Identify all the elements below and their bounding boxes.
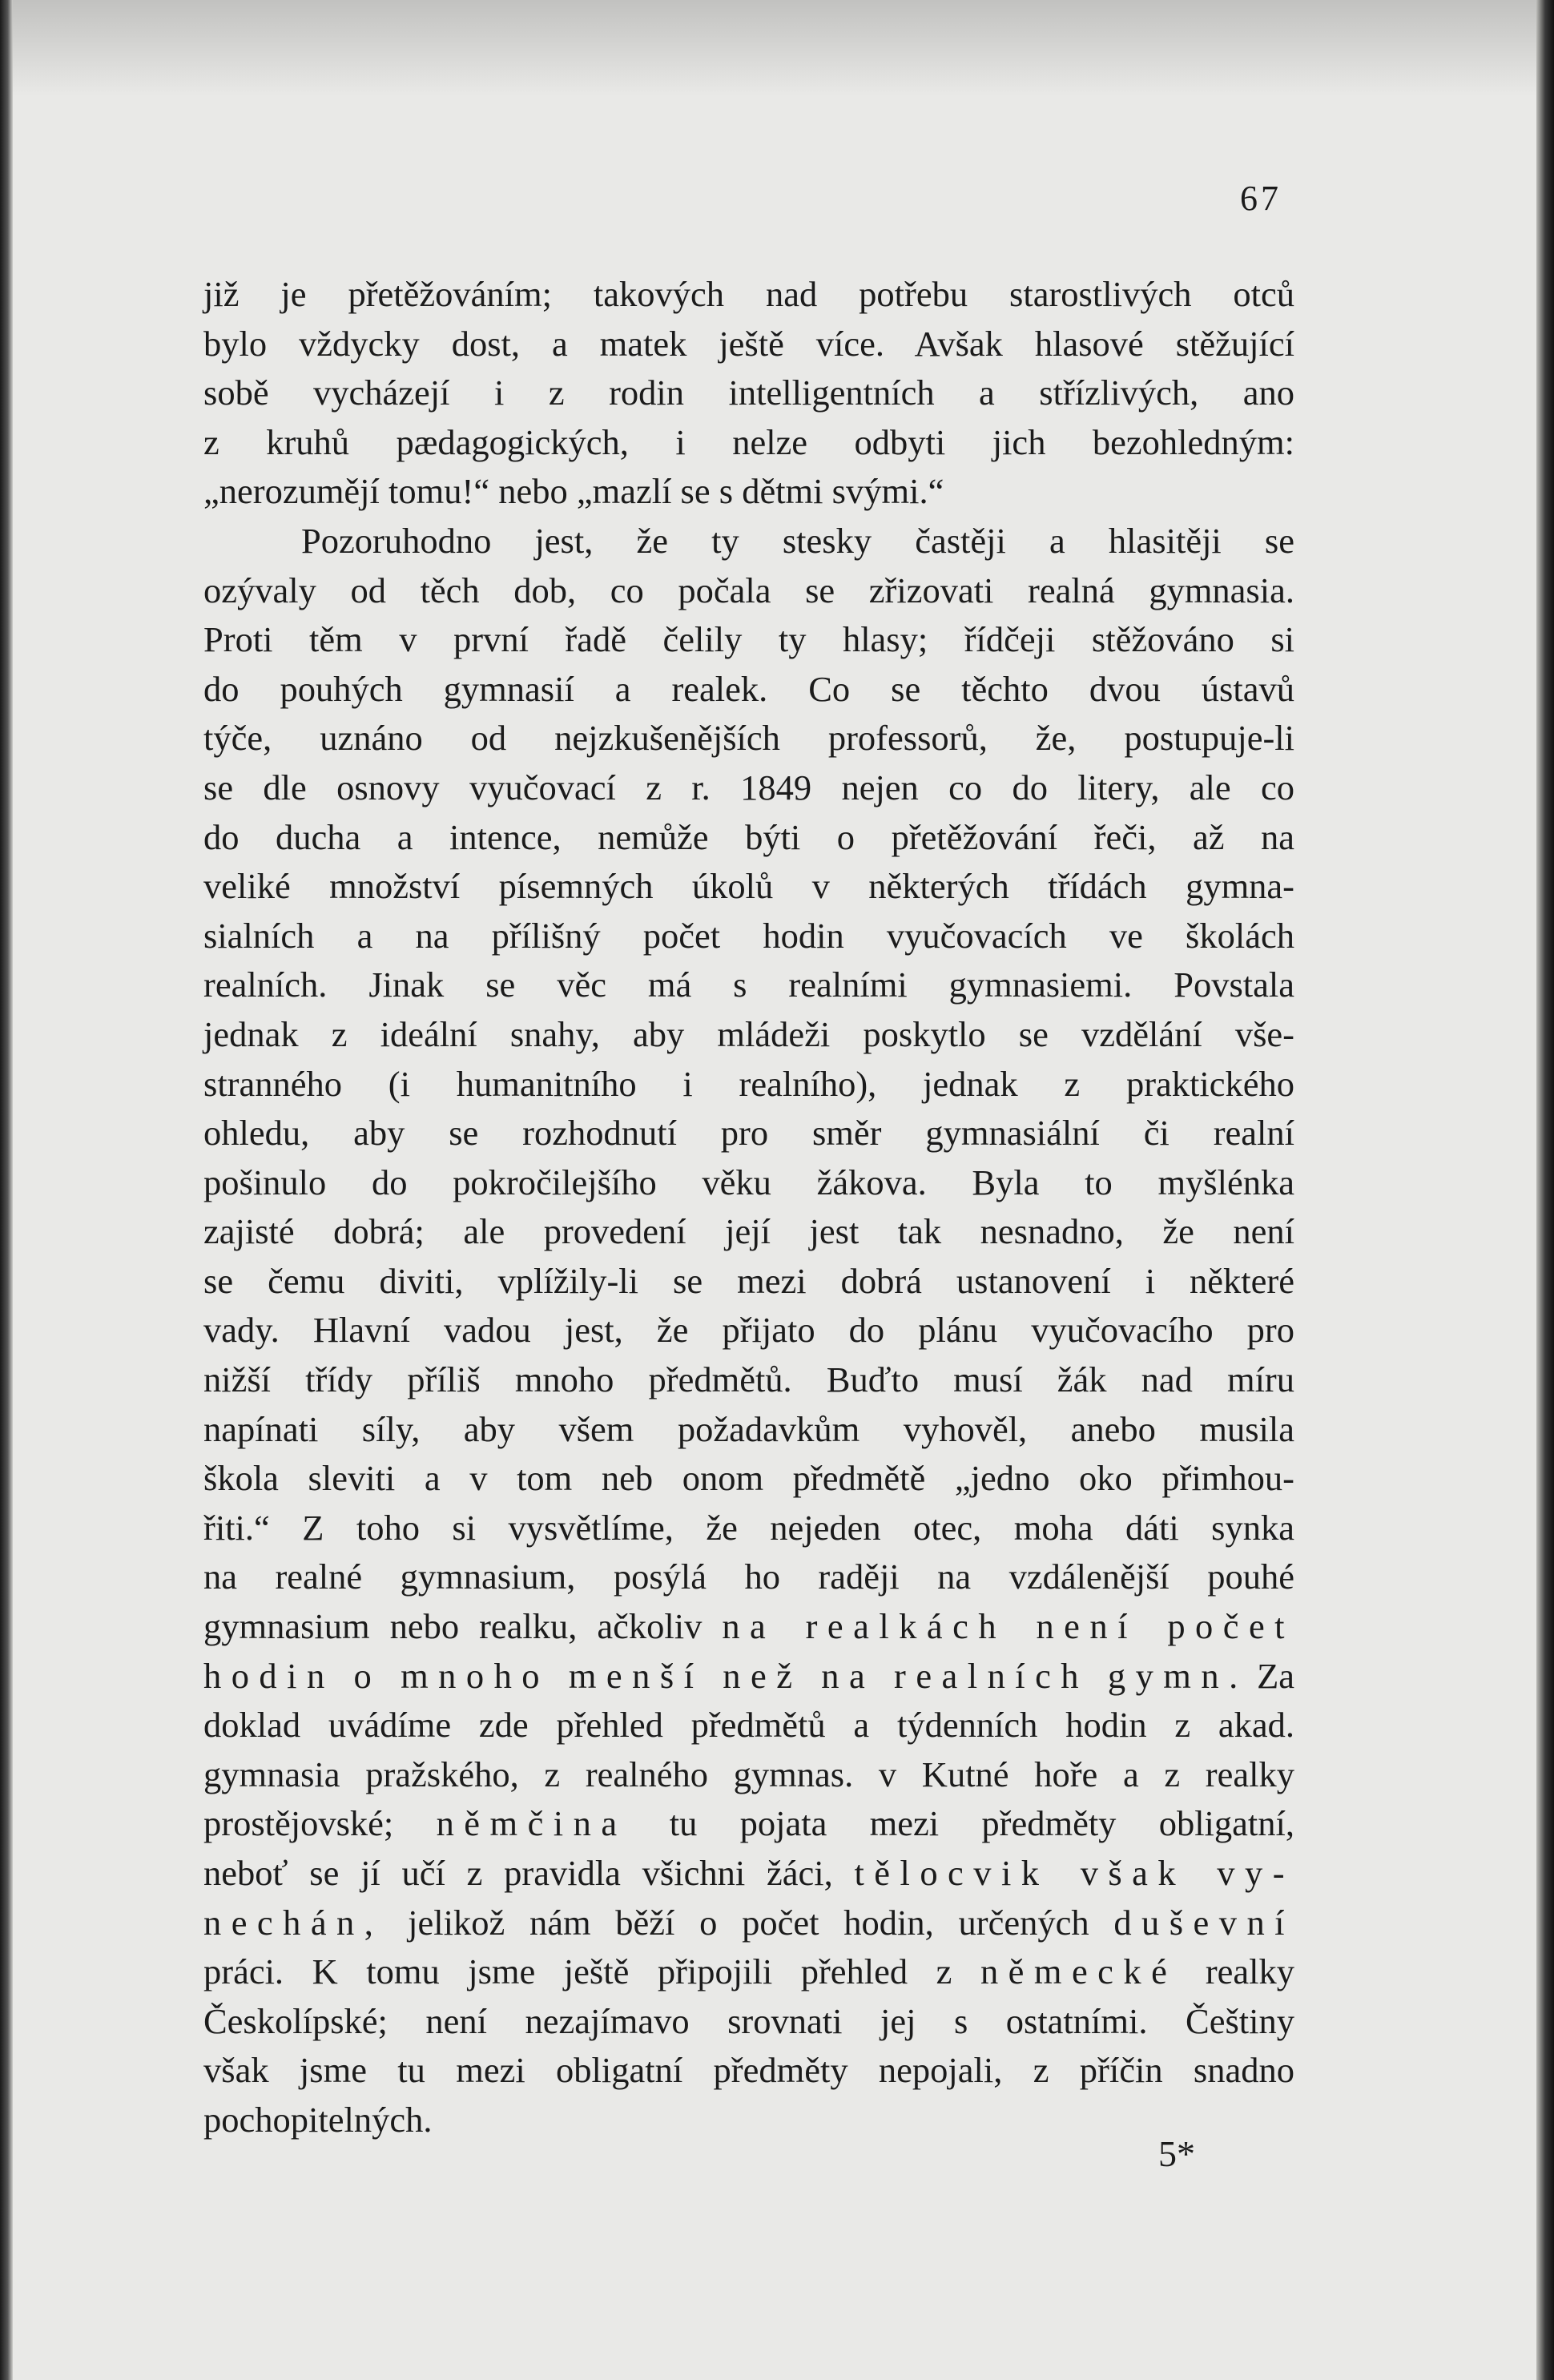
text-line: bylo vždycky dost, a matek ještě více. Avšak hlasové stěžující bbox=[203, 323, 1294, 364]
text-line: se čemu diviti, vplížily-li se mezi dobrá ustanovení i některé bbox=[203, 1260, 1294, 1301]
emphasized-text: tělocvik však vy- bbox=[854, 1853, 1295, 1893]
text-line: ozývaly od těch dob, co počala se zřizovati realná gymnasia. bbox=[203, 570, 1294, 610]
text-line bbox=[203, 1947, 1294, 1997]
text-line: však jsme tu mezi obligatní předměty nepojali, z příčin snadno bbox=[203, 2050, 1294, 2091]
text-line: na realné gymnasium, posýlá ho raději na vzdálenější pouhé bbox=[203, 1556, 1294, 1597]
text-run: práci. K tomu jsme ještě připojili přehled z bbox=[203, 1951, 952, 1992]
text-line: napínati síly, aby všem požadavkům vyhověl, anebo musila bbox=[203, 1408, 1294, 1449]
text-line: „nerozumějí tomu!“ nebo „mazlí se s dětmi svými.“ bbox=[203, 471, 944, 512]
page-shadow-top bbox=[13, 0, 1536, 96]
text-line bbox=[203, 1899, 1294, 1948]
text-line: řiti.“ Z toho si vysvětlíme, že nejeden otec, moha dáti synka bbox=[203, 1507, 1294, 1548]
text-line: doklad uvádíme zde přehled předmětů a týdenních hodin z akad. bbox=[203, 1705, 1294, 1746]
text-line: Českolípské; není nezajímavo srovnati jej s ostatními. Češtiny bbox=[203, 2000, 1294, 2041]
text-line: již je přetěžováním; takových nad potřebu starostlivých otců bbox=[203, 274, 1294, 314]
text-line: gymnasia pražského, z realného gymnas. v Kutné hoře a z realky bbox=[203, 1754, 1294, 1794]
text-line: pochopitelných. bbox=[203, 2099, 433, 2140]
text-line: vady. Hlavní vadou jest, že přijato do plánu vyučovacího pro bbox=[203, 1310, 1294, 1351]
text-run: tu pojata mezi předměty obligatní, bbox=[669, 1803, 1295, 1844]
text-line bbox=[203, 1602, 1294, 1652]
text-line: sobě vycházejí i z rodin intelligentních a střízlivých, ano bbox=[203, 373, 1294, 413]
text-run: gymnasium nebo realku, ačkoliv bbox=[203, 1606, 703, 1647]
text-line: stranného (i humanitního i realního), jednak z praktického bbox=[203, 1063, 1294, 1104]
text-line bbox=[203, 1849, 1294, 1899]
text-line bbox=[203, 1652, 1294, 1701]
text-line: zajisté dobrá; ale provedení její jest tak nesnadno, že není bbox=[203, 1211, 1294, 1252]
text-line: nižší třídy příliš mnoho předmětů. Buďto musí žák nad míru bbox=[203, 1359, 1294, 1400]
text-line: Proti těm v první řadě čelily ty hlasy; řídčeji stěžováno si bbox=[203, 619, 1294, 660]
text-run: jelikož nám běží o počet hodin, určených bbox=[408, 1902, 1089, 1943]
body-text bbox=[203, 270, 1294, 2145]
text-line: sialních a na přílišný počet hodin vyučovacích ve školách bbox=[203, 915, 1294, 956]
text-line bbox=[203, 1799, 1294, 1849]
text-line: z kruhů pædagogických, i nelze odbyti jich bezohledným: bbox=[203, 421, 1294, 462]
text-line: týče, uznáno od nejzkušenějších professorů, že, postupuje-li bbox=[203, 718, 1294, 759]
text-line: veliké množství písemných úkolů v některých třídách gymna- bbox=[203, 866, 1294, 907]
text-line: škola sleviti a v tom neb onom předmětě „jedno oko přimhou- bbox=[203, 1458, 1294, 1499]
signature-mark: 5* bbox=[1158, 2133, 1195, 2174]
emphasized-text: duševní bbox=[1113, 1902, 1294, 1943]
text-run: neboť se jí učí z pravidla všichni žáci, bbox=[203, 1853, 833, 1893]
emphasized-text: němčina bbox=[436, 1803, 627, 1844]
page-edge-right bbox=[1536, 0, 1554, 2380]
page-edge-left bbox=[0, 0, 13, 2380]
emphasized-text: nechán, bbox=[203, 1902, 384, 1943]
page-number: 67 bbox=[1240, 179, 1282, 218]
text-line: do ducha a intence, nemůže býti o přetěžování řeči, až na bbox=[203, 816, 1294, 857]
text-line: realních. Jinak se věc má s realními gymnasiemi. Povstala bbox=[203, 964, 1294, 1005]
text-run: realky bbox=[1205, 1951, 1294, 1992]
paragraph-start-line: Pozoruhodno jest, že ty stesky častěji a hlasitěji se bbox=[301, 520, 1294, 561]
text-run: Za bbox=[1257, 1655, 1294, 1696]
text-run: prostějovské; bbox=[203, 1803, 394, 1844]
text-line: ohledu, aby se rozhodnutí pro směr gymnasiální či realní bbox=[203, 1113, 1294, 1154]
text-line: jednak z ideální snahy, aby mládeži poskytlo se vzdělání vše- bbox=[203, 1013, 1294, 1054]
emphasized-text: na realkách není počet bbox=[722, 1606, 1294, 1647]
text-line: se dle osnovy vyučovací z r. 1849 nejen co do litery, ale co bbox=[203, 767, 1294, 807]
emphasized-text: hodin o mnoho menší než na realních gymn. bbox=[203, 1655, 1248, 1696]
emphasized-text: německé bbox=[980, 1951, 1178, 1992]
text-line: pošinulo do pokročilejšího věku žákova. Byla to myšlénka bbox=[203, 1162, 1294, 1202]
text-line: do pouhých gymnasií a realek. Co se těchto dvou ústavů bbox=[203, 668, 1294, 709]
